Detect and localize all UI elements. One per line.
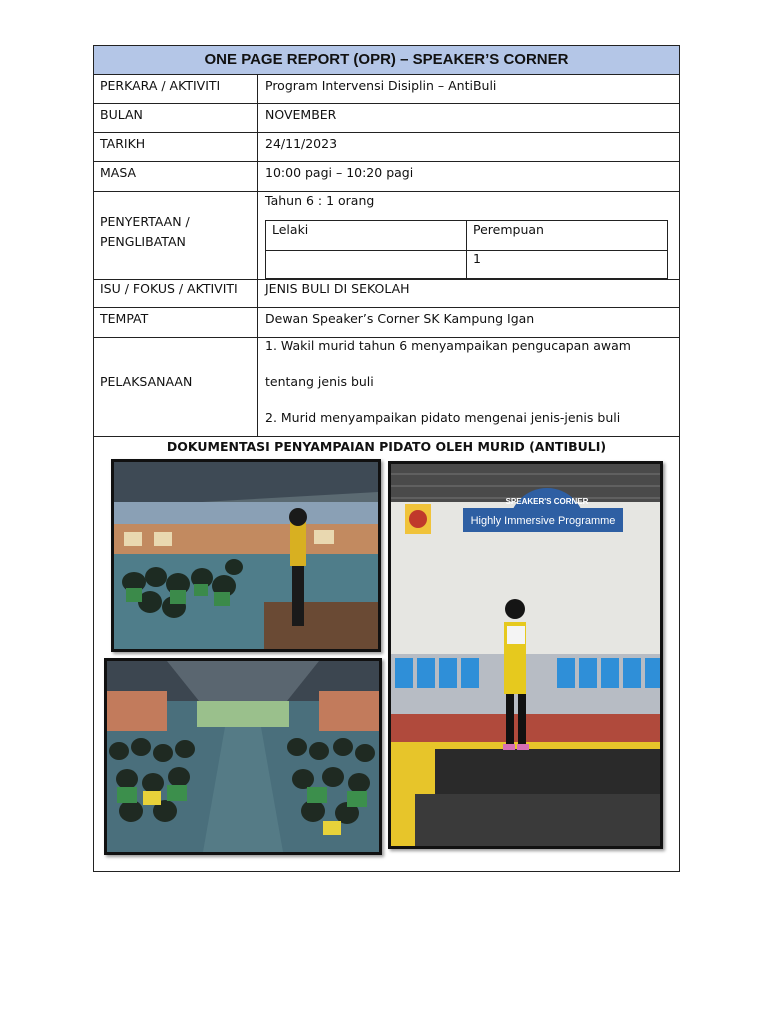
count-male [266, 250, 467, 278]
implementation-line3: 2. Murid menyampaikan pidato mengenai jenis-jenis buli [265, 410, 621, 425]
implementation-value [258, 338, 679, 436]
header-male: Lelaki [266, 221, 467, 250]
row-label: MASA [94, 162, 258, 191]
row-value: 10:00 pagi – 10:20 pagi [265, 165, 414, 180]
row-value: 24/11/2023 [265, 136, 338, 151]
row-month [94, 104, 679, 133]
documentation-title: DOKUMENTASI PENYAMPAIAN PIDATO OLEH MURID (ANTIBULI) [166, 439, 607, 454]
row-label: ISU / FOKUS / AKTIVITI [94, 280, 258, 307]
participation-header-row [266, 221, 667, 251]
row-participation [94, 192, 679, 280]
signage-banner-text: Highly Immersive Programme [470, 515, 616, 527]
row-issue [94, 280, 679, 308]
photo-speaker-stage [388, 461, 663, 849]
implementation-line2: tentang jenis buli [265, 374, 374, 389]
row-label: PERKARA / AKTIVITI [94, 74, 258, 103]
photo-audience [104, 658, 382, 855]
header-female: Perempuan [473, 222, 544, 237]
row-value: Dewan Speaker’s Corner SK Kampung Igan [265, 311, 535, 326]
participation-label [94, 192, 258, 279]
row-activity [94, 74, 679, 104]
report-title: ONE PAGE REPORT (OPR) – SPEAKER’S CORNER [94, 46, 679, 75]
implementation-line1: 1. Wakil murid tahun 6 menyampaikan pengucapan awam [265, 338, 631, 353]
report-sheet [93, 45, 680, 872]
row-time [94, 162, 679, 192]
participation-label-line1: PENYERTAAN / [100, 214, 190, 229]
row-value: JENIS BULI DI SEKOLAH [265, 281, 410, 296]
row-date [94, 133, 679, 162]
photo-speech-crowd [111, 459, 381, 652]
count-female: 1 [473, 251, 481, 266]
row-value: NOVEMBER [265, 107, 337, 122]
participation-count-row [266, 250, 667, 278]
row-label: TEMPAT [94, 308, 258, 337]
participation-summary: Tahun 6 : 1 orang [265, 193, 375, 208]
row-label: PELAKSANAAN [94, 338, 258, 436]
participation-table [265, 220, 668, 279]
row-implementation [94, 338, 679, 437]
row-venue [94, 308, 679, 338]
signage-arch-text: SPEAKER'S CORNER [505, 497, 589, 506]
participation-label-line2: PENGLIBATAN [100, 234, 186, 249]
row-label: BULAN [94, 104, 258, 132]
row-label: TARIKH [94, 133, 258, 161]
row-value: Program Intervensi Disiplin – AntiBuli [265, 78, 497, 93]
